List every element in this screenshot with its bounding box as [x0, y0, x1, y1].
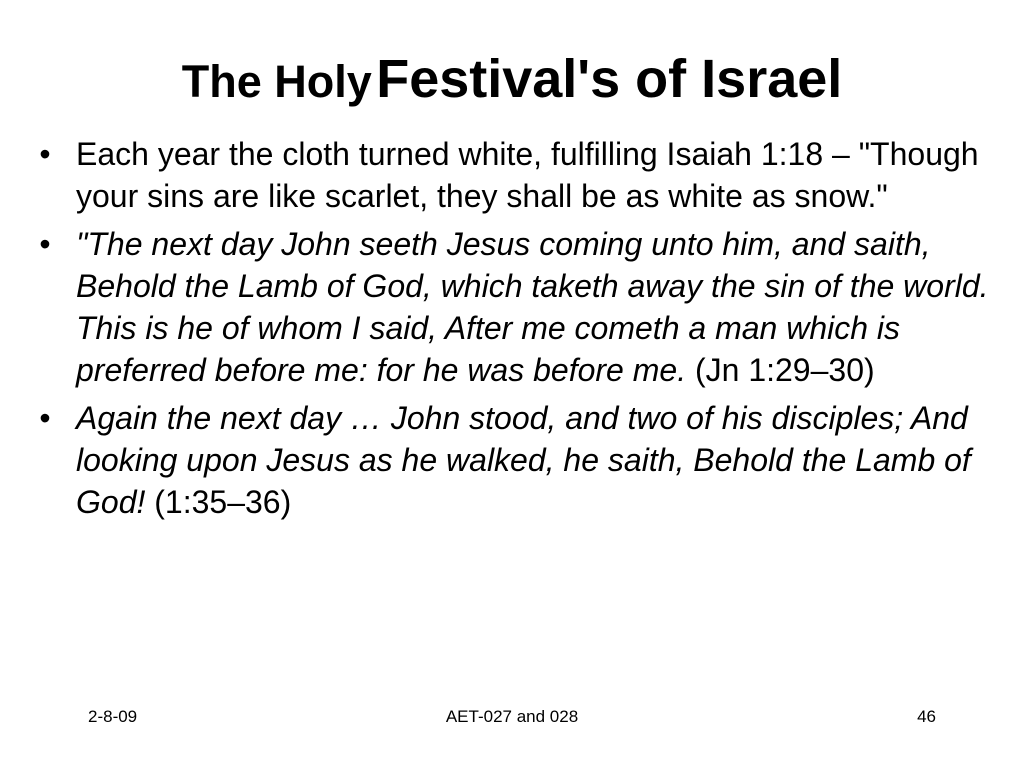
slide-title	[0, 50, 1024, 109]
bullet-list	[30, 133, 1000, 529]
bullet-item-1	[30, 133, 1000, 217]
bullet-quote-3: Again the next day … John stood, and two of his disciples; And looking upon Jesus as he walked, he saith, Behold the Lamb of God!	[76, 400, 971, 520]
bullet-icon: •	[39, 400, 51, 436]
footer-page-number: 46	[917, 707, 936, 726]
title-part-1: The Holy	[181, 56, 372, 107]
bullet-reference-2: (Jn 1:29–30)	[686, 352, 875, 388]
bullet-reference-3: (1:35–36)	[145, 484, 292, 520]
bullet-icon: •	[39, 136, 51, 172]
bullet-item-3	[30, 397, 1000, 523]
bullet-quote-2: "The next day John seeth Jesus coming unto him, and saith, Behold the Lamb of God, which taketh away the sin of the world. This is he of whom I said, After me cometh a man which is preferred before me: for he was before me.	[76, 226, 989, 388]
bullet-item-2	[30, 223, 1000, 391]
bullet-icon: •	[39, 226, 51, 262]
bullet-text-1: Each year the cloth turned white, fulfilling Isaiah 1:18 – "Though your sins are like scarlet, they shall be as white as snow."	[76, 136, 979, 214]
footer-date: 2-8-09	[88, 707, 138, 726]
title-part-2: Festival's of Israel	[376, 49, 843, 109]
footer-course-code: AET-027 and 028	[445, 707, 579, 726]
